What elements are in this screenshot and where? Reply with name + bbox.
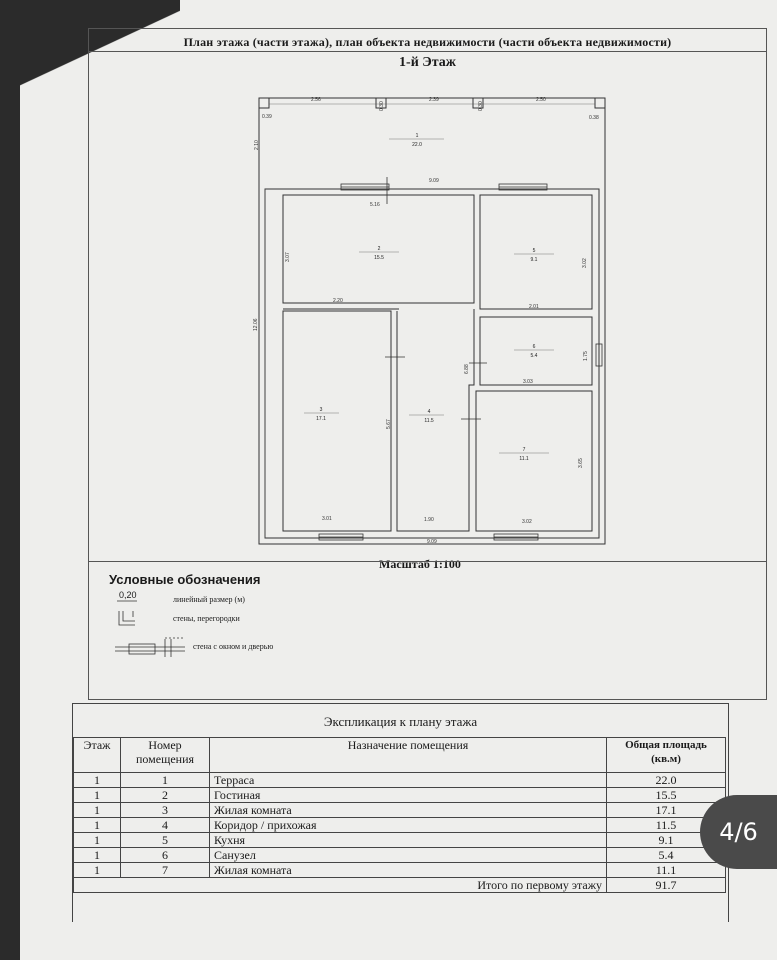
cell-room-number: 4 — [121, 818, 210, 833]
cell-room-number: 2 — [121, 788, 210, 803]
table-row — [74, 848, 726, 863]
dim-label: 1.75 — [583, 351, 589, 361]
explication-caption: Экспликация к плану этажа — [323, 714, 478, 729]
dim-label: 1.90 — [424, 517, 434, 523]
room-area: 5.4 — [530, 353, 538, 359]
dim-label: 2.39 — [429, 97, 439, 103]
cell-room-purpose: Санузел — [210, 848, 607, 863]
column-header: Этаж — [74, 738, 121, 773]
room-number: 4 — [427, 409, 431, 415]
dim-label: 12.06 — [253, 318, 259, 331]
cell-room-purpose: Жилая комната — [210, 803, 607, 818]
table-row — [74, 818, 726, 833]
dim-label: 5.67 — [386, 419, 392, 429]
dim-label: 0.38 — [589, 115, 599, 121]
cell-room-number: 5 — [121, 833, 210, 848]
legend-item: стена с окном и дверью — [193, 642, 274, 651]
room-area: 15.5 — [374, 255, 384, 261]
dim-label: 0.30 — [478, 101, 484, 111]
dim-label: 2.50 — [536, 97, 546, 103]
dim-label: 3.02 — [582, 258, 588, 268]
cell-area: 17.1 — [607, 803, 726, 818]
column-header: Назначение помещения — [210, 738, 607, 773]
total-label: Итого по первому этажу — [74, 878, 607, 893]
dim-label: 0.30 — [379, 101, 385, 111]
document-title: План этажа (части этажа), план объекта недвижимости (части объекта недвижимости) — [183, 35, 672, 49]
room-number: 1 — [415, 133, 419, 139]
table-row — [74, 773, 726, 788]
room-number: 3 — [319, 407, 323, 413]
floor-plan-frame — [88, 28, 767, 700]
dim-label: 3.01 — [322, 516, 332, 522]
room-area: 17.1 — [316, 416, 326, 422]
table-row — [74, 833, 726, 848]
legend-item: линейный размер (м) — [173, 595, 245, 604]
cell-room-purpose: Гостиная — [210, 788, 607, 803]
cell-room-purpose: Коридор / прихожая — [210, 818, 607, 833]
cell-room-number: 3 — [121, 803, 210, 818]
cell-area: 11.5 — [607, 818, 726, 833]
dim-label: 3.03 — [523, 379, 533, 385]
dim-label: 2.56 — [311, 97, 321, 103]
column-header: Общая площадь (кв.м) — [607, 738, 726, 773]
column-header: Номер помещения — [121, 738, 210, 773]
dim-label: 5.16 — [370, 202, 380, 208]
table-row — [74, 863, 726, 878]
cell-floor: 1 — [74, 848, 121, 863]
dim-label: 3.65 — [578, 458, 584, 468]
room-area: 11.5 — [424, 418, 434, 424]
cell-room-number: 1 — [121, 773, 210, 788]
cell-floor: 1 — [74, 833, 121, 848]
room-area: 11.1 — [519, 456, 529, 462]
cell-floor: 1 — [74, 803, 121, 818]
dim-label: 9.09 — [427, 539, 437, 545]
scale-label: Масштаб 1:100 — [379, 557, 461, 571]
cell-floor: 1 — [74, 863, 121, 878]
table-header-row — [74, 738, 726, 773]
legend-item: стены, перегородки — [173, 614, 240, 623]
page-indicator-badge[interactable]: 4/6 — [700, 795, 777, 869]
dim-label: 2.10 — [254, 140, 260, 150]
legend-sample-value: 0,20 — [119, 590, 137, 600]
dim-label: 3.07 — [285, 252, 291, 262]
cell-room-number: 6 — [121, 848, 210, 863]
cell-room-purpose: Кухня — [210, 833, 607, 848]
table-row — [74, 788, 726, 803]
room-number: 7 — [522, 447, 526, 453]
dim-label: 9.09 — [429, 178, 439, 184]
room-area: 22.0 — [412, 142, 422, 148]
cell-floor: 1 — [74, 818, 121, 833]
dim-label: 2.01 — [529, 304, 539, 310]
cell-area: 15.5 — [607, 788, 726, 803]
room-number: 6 — [532, 344, 536, 350]
cell-floor: 1 — [74, 773, 121, 788]
cell-room-number: 7 — [121, 863, 210, 878]
cell-room-purpose: Терраса — [210, 773, 607, 788]
table-row — [74, 803, 726, 818]
cell-room-purpose: Жилая комната — [210, 863, 607, 878]
cell-area: 5.4 — [607, 848, 726, 863]
floor-title: 1-й Этаж — [399, 55, 456, 70]
cell-area: 22.0 — [607, 773, 726, 788]
room-number: 2 — [377, 246, 381, 252]
explication-table — [73, 737, 726, 893]
dim-label: 0.39 — [262, 114, 272, 120]
document-page — [20, 0, 777, 960]
dim-label: 3.02 — [522, 519, 532, 525]
room-number: 5 — [532, 248, 536, 254]
cell-floor: 1 — [74, 788, 121, 803]
cell-area: 11.1 — [607, 863, 726, 878]
total-value: 91.7 — [607, 878, 726, 893]
dim-label: 6.88 — [464, 364, 470, 374]
dim-label: 2.20 — [333, 298, 343, 304]
cell-area: 9.1 — [607, 833, 726, 848]
table-total-row — [74, 878, 726, 893]
explication-table-block — [72, 703, 729, 922]
legend-title: Условные обозначения — [109, 572, 261, 587]
room-area: 9.1 — [530, 257, 538, 263]
